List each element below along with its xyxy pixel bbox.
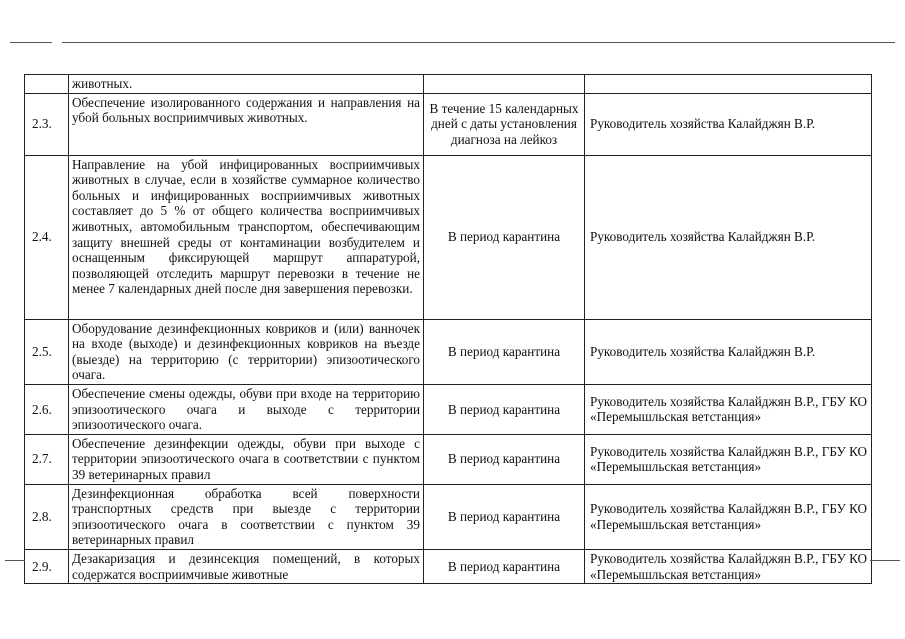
measure-description: Обеспечение дезинфекции одежды, обуви при выходе с территории эпизоотического очага в соответствии с пунктом 39 ветеринарных правил	[69, 434, 424, 484]
measure-term	[424, 75, 585, 94]
measure-description: Дезинфекционная обработка всей поверхности транспортных средств при выезде с территории эпизоотического очага в соответствии с пунктом 39 ветеринарных правил	[69, 484, 424, 549]
table-row	[25, 319, 872, 384]
measure-responsible: Руководитель хозяйства Калайджян В.Р., ГБУ КО «Перемышльская ветстанция»	[585, 384, 872, 434]
row-number: 2.7.	[25, 434, 69, 484]
table-row	[25, 75, 872, 94]
measure-description: Дезакаризация и дезинсекция помещений, в которых содержатся восприимчивые животные	[69, 549, 424, 583]
row-number: 2.5.	[25, 319, 69, 384]
measure-term: В период карантина	[424, 484, 585, 549]
measure-responsible: Руководитель хозяйства Калайджян В.Р.	[585, 93, 872, 155]
measure-description: Обеспечение изолированного содержания и направления на убой больных восприимчивых животных.	[69, 93, 424, 155]
measure-term: В период карантина	[424, 319, 585, 384]
table-row	[25, 549, 872, 583]
table-row	[25, 155, 872, 319]
measure-term: В период карантина	[424, 549, 585, 583]
table-row	[25, 93, 872, 155]
row-number: 2.6.	[25, 384, 69, 434]
measure-term: В период карантина	[424, 434, 585, 484]
measure-responsible: Руководитель хозяйства Калайджян В.Р.	[585, 319, 872, 384]
measure-responsible: Руководитель хозяйства Калайджян В.Р., ГБУ КО «Перемышльская ветстанция»	[585, 484, 872, 549]
measure-responsible: Руководитель хозяйства Калайджян В.Р., ГБУ КО «Перемышльская ветстанция»	[585, 549, 872, 583]
measure-term: В период карантина	[424, 384, 585, 434]
table-row	[25, 384, 872, 434]
row-number	[25, 75, 69, 94]
quarantine-measures-table	[24, 74, 872, 584]
row-number: 2.8.	[25, 484, 69, 549]
row-number: 2.9.	[25, 549, 69, 583]
right-margin-mark	[870, 560, 900, 561]
measure-term: В течение 15 календарных дней с даты установления диагноза на лейкоз	[424, 93, 585, 155]
measure-responsible: Руководитель хозяйства Калайджян В.Р., ГБУ КО «Перемышльская ветстанция»	[585, 434, 872, 484]
table-row	[25, 434, 872, 484]
page-top-rule-gap	[52, 40, 62, 45]
row-number: 2.3.	[25, 93, 69, 155]
measure-description: животных.	[69, 75, 424, 94]
measure-responsible: Руководитель хозяйства Калайджян В.Р.	[585, 155, 872, 319]
measure-responsible	[585, 75, 872, 94]
measure-description: Оборудование дезинфекционных ковриков и (или) ванночек на входе (выходе) и дезинфекционных ковриков на въезде (выезде) на территорию (с территории) эпизоотического очага.	[69, 319, 424, 384]
left-margin-mark	[5, 560, 25, 561]
table-row	[25, 484, 872, 549]
measure-term: В период карантина	[424, 155, 585, 319]
row-number: 2.4.	[25, 155, 69, 319]
measure-description: Обеспечение смены одежды, обуви при входе на территорию эпизоотического очага и выходе с территории эпизоотического очага.	[69, 384, 424, 434]
measure-description: Направление на убой инфицированных восприимчивых животных в случае, если в хозяйстве суммарное количество больных и инфицированных восприимчивых животных составляет до 5 % от общего количества восприимчивых животных, автомобильным транспортом, обеспечивающим защиту внешней среды от контаминации возбудителем и оснащенным фиксирующей маршрут аппаратурой, позволяющей отследить маршрут перевозки в течение не менее 7 календарных дней после дня завершения перевозки.	[69, 155, 424, 319]
page-top-rule	[10, 42, 895, 43]
